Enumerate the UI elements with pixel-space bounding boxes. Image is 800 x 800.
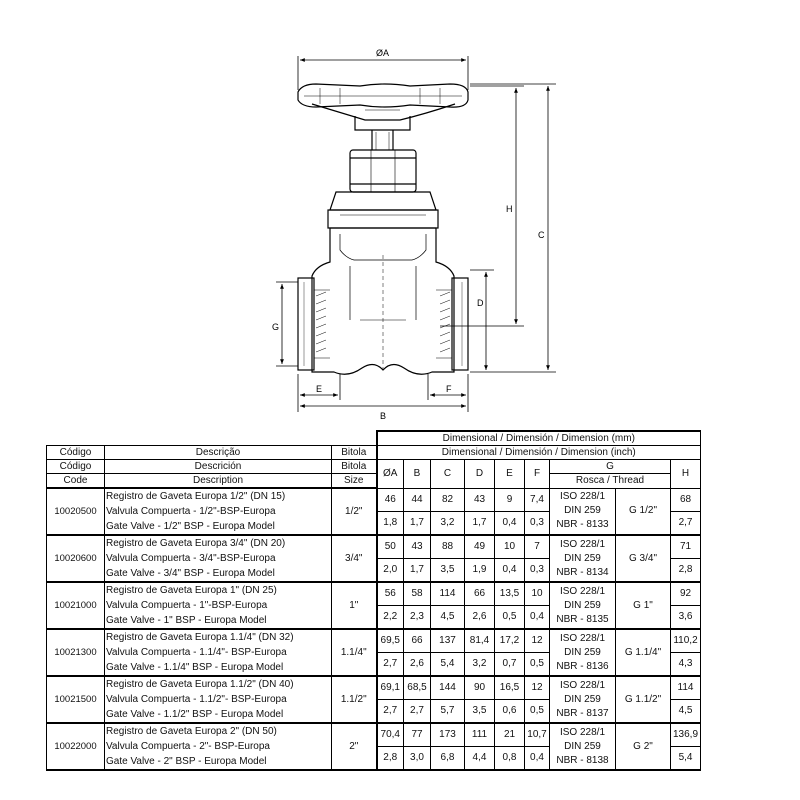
description-line: Valvula Compuerta - 3/4"-BSP-Europa (106, 553, 276, 564)
mm-value: 9 (495, 488, 525, 511)
mm-value: 66 (465, 582, 495, 606)
thread-size: G 3/4" (616, 535, 671, 582)
inch-value: 3,2 (465, 653, 495, 677)
thread-standards (550, 629, 616, 676)
h-mm-value: 68 (671, 488, 701, 511)
col-header: B (404, 460, 431, 489)
header-inch: Dimensional / Dimensión / Dimension (inch) (377, 446, 701, 460)
description-line: Registro de Gaveta Europa 1/2" (DN 15) (106, 491, 286, 502)
mm-value: 43 (404, 535, 431, 559)
standard-line: ISO 228/1 (559, 726, 606, 738)
dim-label-f: F (446, 384, 452, 394)
standard-line: ISO 228/1 (559, 538, 606, 550)
thread-standards (550, 582, 616, 629)
inch-value: 1,9 (465, 559, 495, 583)
code-label: Code (47, 474, 105, 489)
mm-value: 43 (465, 488, 495, 511)
col-header-h: H (671, 460, 701, 489)
description-line: Registro de Gaveta Europa 1" (DN 25) (106, 585, 277, 596)
inch-value: 1,7 (465, 511, 495, 535)
standard-line: NBR - 8138 (556, 754, 609, 766)
description-line: Gate Valve - 3/4" BSP - Europa Model (106, 568, 275, 579)
code-label: Código (47, 460, 105, 474)
inch-value: 2,6 (465, 606, 495, 630)
inch-value: 0,4 (525, 747, 550, 771)
description-line: Gate Valve - 1.1/2" BSP - Europa Model (106, 709, 284, 720)
product-size: 3/4" (332, 535, 377, 582)
inch-value: 1,7 (404, 559, 431, 583)
standard-line: DIN 259 (564, 552, 601, 564)
mm-value: 114 (431, 582, 465, 606)
description-line: Valvula Compuerta - 1.1/2"- BSP-Europa (106, 694, 287, 705)
inch-value: 3,5 (465, 700, 495, 724)
standard-line: ISO 228/1 (559, 491, 606, 503)
h-mm-value: 71 (671, 535, 701, 559)
product-size: 2" (332, 723, 377, 770)
mm-value: 66 (404, 629, 431, 653)
mm-value: 58 (404, 582, 431, 606)
standard-line: ISO 228/1 (559, 632, 606, 644)
inch-value: 0,5 (525, 700, 550, 724)
product-size: 1.1/4" (332, 629, 377, 676)
thread-size: G 2" (616, 723, 671, 770)
product-code: 10021500 (47, 676, 105, 723)
inch-value: 0,5 (525, 653, 550, 677)
dim-label-c: C (538, 230, 545, 240)
standard-line: ISO 228/1 (559, 679, 606, 691)
mm-value: 46 (377, 488, 404, 511)
h-inch-value: 4,3 (671, 653, 701, 677)
bonnet (328, 192, 438, 228)
gland-nut (350, 150, 416, 192)
inch-value: 2,7 (377, 653, 404, 677)
mm-value: 90 (465, 676, 495, 700)
mm-value: 10,7 (525, 723, 550, 747)
inch-value: 2,0 (377, 559, 404, 583)
desc-label: Description (105, 474, 332, 489)
description-line: Gate Valve - 1/2" BSP - Europa Model (106, 521, 275, 532)
standard-line: DIN 259 (564, 693, 601, 705)
inch-value: 2,6 (404, 653, 431, 677)
thread-size: G 1.1/4" (616, 629, 671, 676)
h-mm-value: 110,2 (671, 629, 701, 653)
inch-value: 2,8 (377, 747, 404, 771)
inch-value: 5,4 (431, 653, 465, 677)
h-inch-value: 2,8 (671, 559, 701, 583)
col-header-g-sub: Rosca / Thread (550, 474, 671, 489)
inch-value: 0,5 (495, 606, 525, 630)
product-description (105, 723, 332, 770)
mm-value: 69,5 (377, 629, 404, 653)
mm-value: 10 (495, 535, 525, 559)
mm-value: 68,5 (404, 676, 431, 700)
h-mm-value: 114 (671, 676, 701, 700)
product-description (105, 488, 332, 535)
desc-label: Descrição (105, 446, 332, 460)
description-line: Registro de Gaveta Europa 1.1/2" (DN 40) (106, 679, 294, 690)
description-line: Valvula Compuerta - 2"- BSP-Europa (106, 741, 270, 752)
thread-size: G 1.1/2" (616, 676, 671, 723)
size-label: Bitola (332, 460, 377, 474)
product-description (105, 629, 332, 676)
inch-value: 0,6 (495, 700, 525, 724)
product-code: 10021300 (47, 629, 105, 676)
mm-value: 12 (525, 676, 550, 700)
inch-value: 2,3 (404, 606, 431, 630)
standard-line: NBR - 8133 (556, 519, 609, 531)
mm-value: 173 (431, 723, 465, 747)
col-header: E (495, 460, 525, 489)
description-line: Registro de Gaveta Europa 3/4" (DN 20) (106, 538, 286, 549)
standard-line: DIN 259 (564, 505, 601, 517)
thread-standards (550, 723, 616, 770)
spec-table (46, 430, 701, 771)
inch-value: 5,7 (431, 700, 465, 724)
inch-value: 0,3 (525, 559, 550, 583)
thread-standards (550, 535, 616, 582)
inch-value: 0,7 (495, 653, 525, 677)
col-header-g: G (550, 460, 671, 474)
inch-value: 0,3 (525, 511, 550, 535)
dim-label-d: D (477, 298, 484, 308)
mm-value: 7,4 (525, 488, 550, 511)
product-code: 10020500 (47, 488, 105, 535)
product-description (105, 535, 332, 582)
mm-value: 21 (495, 723, 525, 747)
mm-value: 16,5 (495, 676, 525, 700)
inch-value: 4,5 (431, 606, 465, 630)
inch-value: 1,7 (404, 511, 431, 535)
mm-value: 111 (465, 723, 495, 747)
description-line: Gate Valve - 2" BSP - Europa Model (106, 756, 267, 767)
mm-value: 88 (431, 535, 465, 559)
handwheel (298, 84, 468, 130)
h-inch-value: 2,7 (671, 511, 701, 535)
description-line: Registro de Gaveta Europa 2" (DN 50) (106, 726, 277, 737)
thread-standards (550, 488, 616, 535)
description-line: Valvula Compuerta - 1.1/4"- BSP-Europa (106, 647, 287, 658)
mm-value: 82 (431, 488, 465, 511)
mm-value: 77 (404, 723, 431, 747)
dim-label-h: H (506, 204, 513, 214)
inch-value: 0,4 (525, 606, 550, 630)
mm-value: 49 (465, 535, 495, 559)
h-mm-value: 136,9 (671, 723, 701, 747)
mm-value: 70,4 (377, 723, 404, 747)
mm-value: 69,1 (377, 676, 404, 700)
code-label: Código (47, 446, 105, 460)
inch-value: 0,4 (495, 511, 525, 535)
size-label: Size (332, 474, 377, 489)
standard-line: DIN 259 (564, 599, 601, 611)
col-header: F (525, 460, 550, 489)
dim-label-g: G (272, 322, 280, 332)
description-line: Gate Valve - 1.1/4" BSP - Europa Model (106, 662, 284, 673)
inch-value: 3,2 (431, 511, 465, 535)
mm-value: 7 (525, 535, 550, 559)
inch-value: 6,8 (431, 747, 465, 771)
col-header: D (465, 460, 495, 489)
mm-value: 13,5 (495, 582, 525, 606)
dim-label-b: B (380, 411, 387, 421)
inch-value: 0,4 (495, 559, 525, 583)
inch-value: 3,0 (404, 747, 431, 771)
inch-value: 4,4 (465, 747, 495, 771)
dim-label-oa: ØA (376, 48, 390, 58)
thread-standards (550, 676, 616, 723)
inch-value: 1,8 (377, 511, 404, 535)
stem (372, 130, 393, 150)
standard-line: DIN 259 (564, 740, 601, 752)
standard-line: NBR - 8137 (556, 707, 609, 719)
description-line: Registro de Gaveta Europa 1.1/4" (DN 32) (106, 632, 294, 643)
product-code: 10020600 (47, 535, 105, 582)
mm-value: 50 (377, 535, 404, 559)
h-mm-value: 92 (671, 582, 701, 606)
inch-value: 2,2 (377, 606, 404, 630)
product-description (105, 676, 332, 723)
inch-value: 2,7 (404, 700, 431, 724)
product-size: 1.1/2" (332, 676, 377, 723)
mm-value: 17,2 (495, 629, 525, 653)
product-description (105, 582, 332, 629)
mm-value: 144 (431, 676, 465, 700)
product-code: 10022000 (47, 723, 105, 770)
mm-value: 44 (404, 488, 431, 511)
standard-line: NBR - 8136 (556, 660, 609, 672)
mm-value: 10 (525, 582, 550, 606)
standard-line: NBR - 8135 (556, 613, 609, 625)
col-header: ØA (377, 460, 404, 489)
size-label: Bitola (332, 446, 377, 460)
h-inch-value: 4,5 (671, 700, 701, 724)
description-line: Valvula Compuerta - 1/2"-BSP-Europa (106, 506, 276, 517)
standard-line: ISO 228/1 (559, 585, 606, 597)
product-size: 1" (332, 582, 377, 629)
mm-value: 56 (377, 582, 404, 606)
h-inch-value: 3,6 (671, 606, 701, 630)
mm-value: 12 (525, 629, 550, 653)
dim-label-e: E (316, 384, 323, 394)
description-line: Valvula Compuerta - 1"-BSP-Europa (106, 600, 268, 611)
valve-body (312, 228, 454, 374)
mm-value: 81,4 (465, 629, 495, 653)
thread-size: G 1" (616, 582, 671, 629)
description-line: Gate Valve - 1" BSP - Europa Model (106, 615, 267, 626)
desc-label: Descrición (105, 460, 332, 474)
thread-size: G 1/2" (616, 488, 671, 535)
product-size: 1/2" (332, 488, 377, 535)
mm-value: 137 (431, 629, 465, 653)
inch-value: 0,8 (495, 747, 525, 771)
col-header: C (431, 460, 465, 489)
header-mm: Dimensional / Dimensión / Dimension (mm) (377, 431, 701, 446)
inch-value: 3,5 (431, 559, 465, 583)
h-inch-value: 5,4 (671, 747, 701, 771)
standard-line: NBR - 8134 (556, 566, 609, 578)
product-code: 10021000 (47, 582, 105, 629)
standard-line: DIN 259 (564, 646, 601, 658)
inch-value: 2,7 (377, 700, 404, 724)
